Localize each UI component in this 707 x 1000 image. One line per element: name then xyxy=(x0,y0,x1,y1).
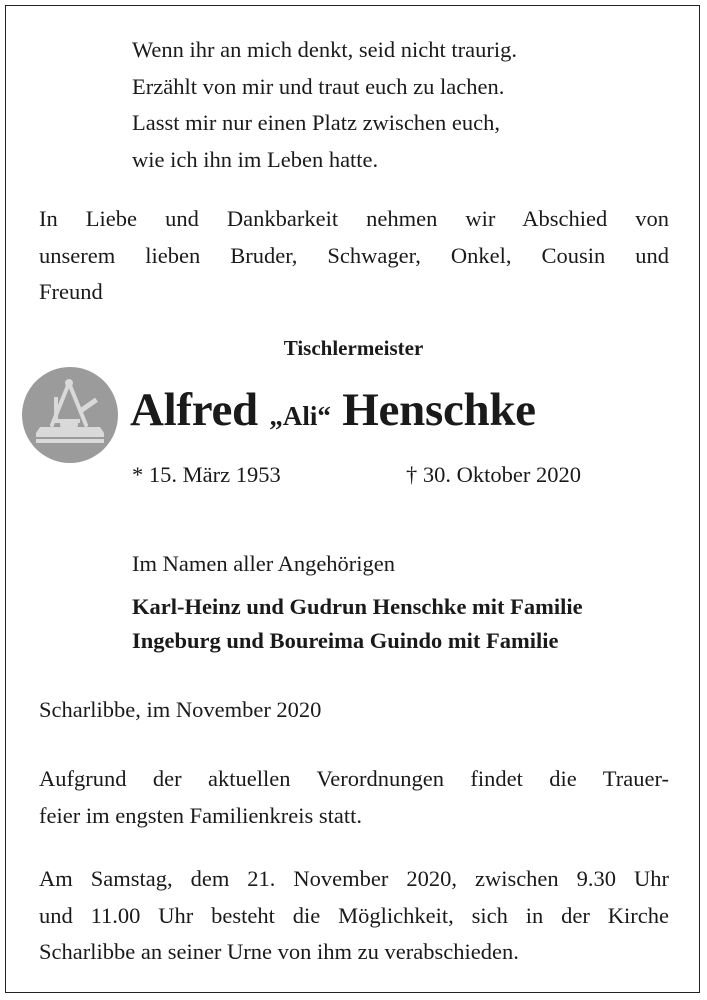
farewell-notice xyxy=(39,861,669,971)
birth-date: * 15. März 1953 xyxy=(132,462,281,487)
poem xyxy=(132,32,517,178)
funeral-notice-line: Aufgrund der aktuellen Verordnungen findet die Trauer- xyxy=(39,766,669,791)
funeral-notice-line: feier im engsten Familienkreis statt. xyxy=(39,802,363,828)
family-name: Ingeburg und Boureima Guindo mit Familie xyxy=(132,628,559,653)
poem-line: Lasst mir nur einen Platz zwischen euch, xyxy=(132,110,501,135)
first-name: Alfred xyxy=(130,384,258,436)
family-name: Karl-Heinz und Gudrun Henschke mit Familie xyxy=(132,594,583,619)
poem-line: Wenn ihr an mich denkt, seid nicht traurig. xyxy=(132,37,517,62)
intro-line: Freund xyxy=(39,279,103,304)
funeral-notice xyxy=(39,761,669,834)
deceased-name xyxy=(130,382,536,444)
intro-line: In Liebe und Dankbarkeit nehmen wir Abschied von xyxy=(39,206,669,231)
nickname: „Ali“ xyxy=(269,401,331,431)
poem-line: wie ich ihn im Leben hatte. xyxy=(132,146,379,172)
mourners-intro: Im Namen aller Angehörigen xyxy=(132,551,396,576)
death-date: † 30. Oktober 2020 xyxy=(406,462,581,487)
intro-paragraph xyxy=(39,201,669,311)
intro-line: unserem lieben Bruder, Schwager, Onkel, Cousin und xyxy=(39,242,669,268)
occupation-title: Tischlermeister xyxy=(283,336,424,360)
farewell-notice-line: Am Samstag, dem 21. November 2020, zwischen 9.30 Uhr xyxy=(39,866,669,891)
last-name: Henschke xyxy=(342,384,536,436)
farewell-notice-line: Scharlibbe an seiner Urne von ihm zu verabschieden. xyxy=(39,939,519,964)
poem-line: Erzählt von mir und traut euch zu lachen. xyxy=(132,73,505,99)
farewell-notice-line: und 11.00 Uhr besteht die Möglichkeit, sich in der Kirche xyxy=(39,902,669,928)
mourner-families xyxy=(132,590,583,658)
place-and-date: Scharlibbe, im November 2020 xyxy=(39,697,322,722)
carpenter-emblem-icon xyxy=(22,367,118,463)
